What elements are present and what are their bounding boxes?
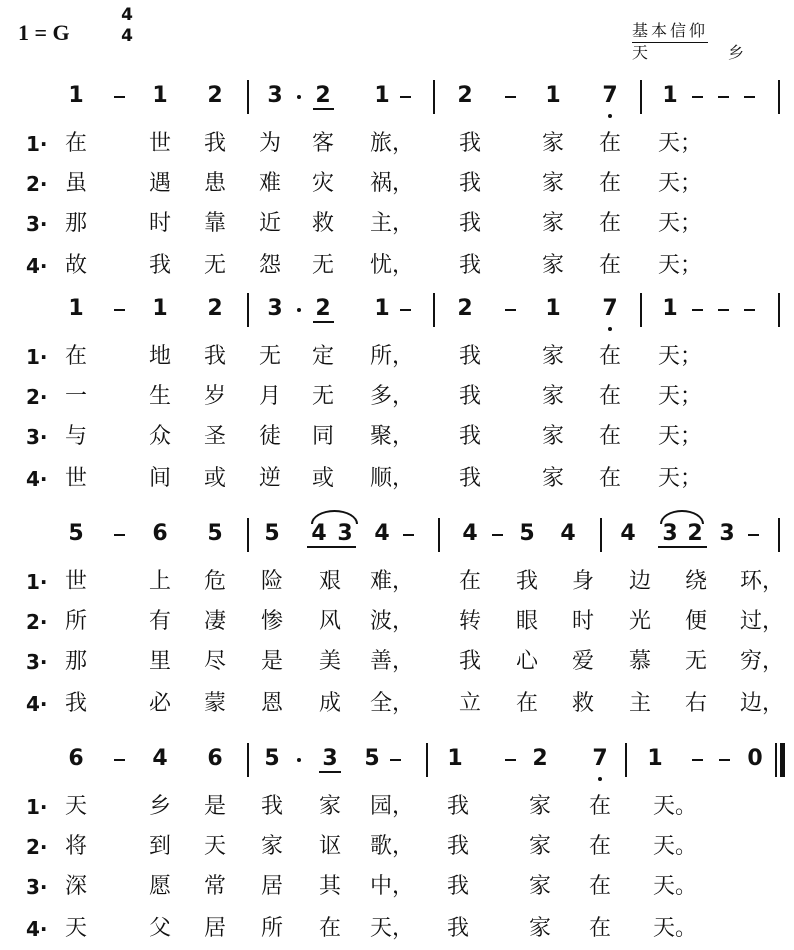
lyric-char: 所， <box>370 344 415 369</box>
lyric-char: 天。 <box>653 874 698 899</box>
lyric-char: 立 <box>458 691 481 716</box>
lyric-char: 无 <box>684 649 707 674</box>
lyric-char: 时 <box>571 609 594 634</box>
note-extension-dash <box>692 96 703 98</box>
jianpu-note: 5 <box>264 521 280 546</box>
lyric-char: 在 <box>318 916 341 941</box>
lyric-char: 逆 <box>258 466 281 491</box>
jianpu-note: 2 <box>457 296 473 321</box>
lyric-char: 家 <box>541 424 564 449</box>
lyric-char: 聚， <box>370 424 415 449</box>
jianpu-note: 4 <box>620 521 636 546</box>
note-extension-dash <box>492 534 503 536</box>
lyric-char: 边 <box>628 569 651 594</box>
lyric-char: 中， <box>370 874 415 899</box>
lyric-char: 众 <box>148 424 171 449</box>
lyric-char: 虽 <box>64 171 87 196</box>
verse-number: 1· <box>26 570 48 594</box>
lyric-char: 家 <box>528 916 551 941</box>
lyric-char: 天； <box>658 171 703 196</box>
jianpu-note: 3 <box>337 521 353 546</box>
verse-number: 3· <box>26 650 48 674</box>
note-extension-dash <box>718 96 729 98</box>
lyric-char: 天。 <box>653 794 698 819</box>
lyric-char: 绕 <box>684 569 707 594</box>
jianpu-note: 4 <box>311 521 327 546</box>
lyric-char: 怨 <box>258 253 281 278</box>
lyric-char: 慕 <box>628 649 651 674</box>
jianpu-note: 1 <box>662 296 678 321</box>
lyric-char: 遇 <box>148 171 171 196</box>
lyric-char: 险 <box>260 569 283 594</box>
low-octave-dot <box>608 114 612 118</box>
lyric-char: 救 <box>571 691 594 716</box>
lyric-char: 我 <box>515 569 538 594</box>
jianpu-note: 7 <box>592 746 608 771</box>
verse-number: 3· <box>26 875 48 899</box>
bar-line <box>625 743 627 777</box>
final-bar-line-thick <box>780 743 785 777</box>
jianpu-note: 5 <box>264 746 280 771</box>
eighth-note-underline <box>658 546 707 548</box>
lyric-char: 天。 <box>653 834 698 859</box>
verse-number: 2· <box>26 385 48 409</box>
verse-number: 2· <box>26 610 48 634</box>
jianpu-note: 5 <box>207 521 223 546</box>
lyric-char: 恩 <box>260 691 283 716</box>
lyric-char: 在 <box>598 131 621 156</box>
lyric-char: 里 <box>148 649 171 674</box>
lyric-char: 便 <box>684 609 707 634</box>
jianpu-note: 5 <box>68 521 84 546</box>
lyric-char: 天， <box>370 916 415 941</box>
lyric-char: 身 <box>571 569 594 594</box>
lyric-char: 心 <box>515 649 538 674</box>
lyric-char: 到 <box>148 834 171 859</box>
jianpu-note: 5 <box>364 746 380 771</box>
lyric-char: 在 <box>588 794 611 819</box>
note-extension-dash <box>390 759 401 761</box>
lyric-char: 家 <box>260 834 283 859</box>
verse-number: 2· <box>26 835 48 859</box>
time-signature-bottom: 4 <box>121 26 133 46</box>
jianpu-note: 1 <box>152 83 168 108</box>
lyric-char: 过， <box>740 609 785 634</box>
jianpu-note: 4 <box>374 521 390 546</box>
lyric-char: 歌， <box>370 834 415 859</box>
low-octave-dot <box>598 777 602 781</box>
lyric-char: 天 <box>64 916 87 941</box>
lyric-char: 在 <box>598 344 621 369</box>
lyric-char: 居 <box>260 874 283 899</box>
note-extension-dash <box>692 759 703 761</box>
lyric-char: 我 <box>203 131 226 156</box>
low-octave-dot <box>608 327 612 331</box>
note-extension-dash <box>114 759 125 761</box>
lyric-char: 在 <box>515 691 538 716</box>
lyric-char: 天； <box>658 253 703 278</box>
augmentation-dot <box>297 758 301 762</box>
lyric-char: 主， <box>370 211 415 236</box>
jianpu-note: 6 <box>207 746 223 771</box>
tune-name-char-2: 乡 <box>728 43 745 62</box>
lyric-char: 善， <box>370 649 415 674</box>
lyric-char: 我 <box>458 466 481 491</box>
lyric-char: 蒙 <box>203 691 226 716</box>
verse-number: 1· <box>26 795 48 819</box>
lyric-char: 无 <box>203 253 226 278</box>
lyric-char: 难 <box>258 171 281 196</box>
lyric-char: 我 <box>458 384 481 409</box>
slur-tie <box>660 510 704 524</box>
jianpu-note: 1 <box>662 83 678 108</box>
note-extension-dash <box>744 309 755 311</box>
note-extension-dash <box>505 309 516 311</box>
note-extension-dash <box>114 309 125 311</box>
lyric-char: 间 <box>148 466 171 491</box>
lyric-char: 救 <box>311 211 334 236</box>
eighth-note-underline <box>307 546 356 548</box>
lyric-char: 在 <box>458 569 481 594</box>
lyric-char: 天 <box>203 834 226 859</box>
jianpu-note: 1 <box>545 83 561 108</box>
lyric-char: 无 <box>311 253 334 278</box>
lyric-char: 愿 <box>148 874 171 899</box>
bar-line <box>426 743 428 777</box>
lyric-char: 其 <box>318 874 341 899</box>
lyric-char: 眼 <box>515 609 538 634</box>
bar-line <box>778 518 780 552</box>
jianpu-note: 4 <box>560 521 576 546</box>
lyric-char: 我 <box>458 171 481 196</box>
jianpu-note: 2 <box>207 296 223 321</box>
jianpu-note: 2 <box>457 83 473 108</box>
lyric-char: 家 <box>541 466 564 491</box>
jianpu-note: 7 <box>602 83 618 108</box>
verse-number: 4· <box>26 254 48 278</box>
lyric-char: 时 <box>148 211 171 236</box>
lyric-char: 天； <box>658 211 703 236</box>
note-extension-dash <box>692 309 703 311</box>
lyric-char: 灾 <box>311 171 334 196</box>
jianpu-note: 2 <box>207 83 223 108</box>
lyric-char: 在 <box>64 131 87 156</box>
lyric-char: 靠 <box>203 211 226 236</box>
lyric-char: 我 <box>446 916 469 941</box>
augmentation-dot <box>297 308 301 312</box>
jianpu-note: 6 <box>68 746 84 771</box>
lyric-char: 家 <box>541 131 564 156</box>
lyric-char: 难， <box>370 569 415 594</box>
lyric-char: 爱 <box>571 649 594 674</box>
jianpu-note: 1 <box>374 83 390 108</box>
bar-line <box>778 80 780 114</box>
lyric-char: 我 <box>446 834 469 859</box>
jianpu-note: 3 <box>719 521 735 546</box>
verse-number: 4· <box>26 692 48 716</box>
lyric-char: 岁 <box>203 384 226 409</box>
lyric-char: 右 <box>684 691 707 716</box>
lyric-char: 地 <box>148 344 171 369</box>
lyric-char: 所 <box>260 916 283 941</box>
note-extension-dash <box>744 96 755 98</box>
lyric-char: 无 <box>311 384 334 409</box>
hymn-category: 基本信仰 <box>632 18 708 43</box>
lyric-char: 我 <box>203 344 226 369</box>
lyric-char: 乡 <box>148 794 171 819</box>
lyric-char: 天。 <box>653 916 698 941</box>
lyric-char: 我 <box>458 211 481 236</box>
lyric-char: 在 <box>598 466 621 491</box>
jianpu-note: 6 <box>152 521 168 546</box>
lyric-char: 是 <box>203 794 226 819</box>
jianpu-note: 3 <box>662 521 678 546</box>
lyric-char: 多， <box>370 384 415 409</box>
note-extension-dash <box>718 309 729 311</box>
lyric-char: 必 <box>148 691 171 716</box>
note-extension-dash <box>114 96 125 98</box>
bar-line <box>247 518 249 552</box>
lyric-char: 成 <box>318 691 341 716</box>
bar-line <box>247 80 249 114</box>
lyric-char: 光 <box>628 609 651 634</box>
augmentation-dot <box>297 95 301 99</box>
lyric-char: 在 <box>598 211 621 236</box>
lyric-char: 世 <box>64 466 87 491</box>
lyric-char: 旅， <box>370 131 415 156</box>
lyric-char: 世 <box>148 131 171 156</box>
note-extension-dash <box>400 96 411 98</box>
lyric-char: 我 <box>458 131 481 156</box>
jianpu-note: 3 <box>322 746 338 771</box>
lyric-char: 我 <box>458 253 481 278</box>
bar-line <box>247 293 249 327</box>
lyric-char: 惨 <box>260 609 283 634</box>
note-extension-dash <box>505 96 516 98</box>
verse-number: 4· <box>26 917 48 941</box>
lyric-char: 天； <box>658 384 703 409</box>
jianpu-note: 3 <box>267 83 283 108</box>
lyric-char: 在 <box>588 834 611 859</box>
lyric-char: 无 <box>258 344 281 369</box>
lyric-char: 定 <box>311 344 334 369</box>
jianpu-note: 2 <box>315 296 331 321</box>
jianpu-note: 1 <box>68 83 84 108</box>
lyric-char: 园， <box>370 794 415 819</box>
lyric-char: 边， <box>740 691 785 716</box>
final-bar-line-thin <box>775 743 777 777</box>
lyric-char: 艰 <box>318 569 341 594</box>
lyric-char: 主 <box>628 691 651 716</box>
lyric-char: 家 <box>528 794 551 819</box>
jianpu-note: 1 <box>545 296 561 321</box>
bar-line <box>640 293 642 327</box>
jianpu-note: 1 <box>374 296 390 321</box>
bar-line <box>247 743 249 777</box>
note-extension-dash <box>719 759 730 761</box>
verse-number: 1· <box>26 345 48 369</box>
lyric-char: 在 <box>64 344 87 369</box>
note-extension-dash <box>505 759 516 761</box>
lyric-char: 所 <box>64 609 87 634</box>
lyric-char: 家 <box>541 253 564 278</box>
lyric-char: 美 <box>318 649 341 674</box>
lyric-char: 我 <box>458 344 481 369</box>
lyric-char: 患 <box>203 171 226 196</box>
note-extension-dash <box>400 309 411 311</box>
verse-number: 3· <box>26 212 48 236</box>
lyric-char: 将 <box>64 834 87 859</box>
jianpu-note: 4 <box>462 521 478 546</box>
lyric-char: 那 <box>64 211 87 236</box>
lyric-char: 尽 <box>203 649 226 674</box>
tune-name-char-1: 天 <box>632 43 649 62</box>
jianpu-note: 7 <box>602 296 618 321</box>
lyric-char: 在 <box>598 171 621 196</box>
lyric-char: 是 <box>260 649 283 674</box>
lyric-char: 忧， <box>370 253 415 278</box>
lyric-char: 天； <box>658 466 703 491</box>
lyric-char: 圣 <box>203 424 226 449</box>
lyric-char: 家 <box>541 171 564 196</box>
lyric-char: 或 <box>311 466 334 491</box>
verse-number: 4· <box>26 467 48 491</box>
lyric-char: 家 <box>541 344 564 369</box>
bar-line <box>600 518 602 552</box>
jianpu-note: 4 <box>152 746 168 771</box>
jianpu-note: 2 <box>532 746 548 771</box>
lyric-char: 深 <box>64 874 87 899</box>
bar-line <box>433 293 435 327</box>
lyric-char: 波， <box>370 609 415 634</box>
bar-line <box>640 80 642 114</box>
lyric-char: 家 <box>528 834 551 859</box>
lyric-char: 父 <box>148 916 171 941</box>
jianpu-note: 1 <box>447 746 463 771</box>
lyric-char: 在 <box>588 874 611 899</box>
key-signature: 1 = G <box>18 20 70 45</box>
bar-line <box>778 293 780 327</box>
lyric-char: 我 <box>148 253 171 278</box>
lyric-char: 我 <box>260 794 283 819</box>
lyric-char: 祸， <box>370 171 415 196</box>
lyric-char: 顺， <box>370 466 415 491</box>
jianpu-note: 0 <box>747 746 763 771</box>
jianpu-note: 1 <box>68 296 84 321</box>
lyric-char: 凄 <box>203 609 226 634</box>
lyric-char: 世 <box>64 569 87 594</box>
verse-number: 2· <box>26 172 48 196</box>
lyric-char: 风 <box>318 609 341 634</box>
lyric-char: 危 <box>203 569 226 594</box>
slur-tie <box>311 510 358 524</box>
lyric-char: 在 <box>598 424 621 449</box>
lyric-char: 那 <box>64 649 87 674</box>
jianpu-note: 1 <box>647 746 663 771</box>
lyric-char: 居 <box>203 916 226 941</box>
lyric-char: 天 <box>64 794 87 819</box>
lyric-char: 天； <box>658 131 703 156</box>
note-extension-dash <box>403 534 414 536</box>
lyric-char: 生 <box>148 384 171 409</box>
lyric-char: 穷， <box>740 649 785 674</box>
note-extension-dash <box>114 534 125 536</box>
jianpu-note: 2 <box>315 83 331 108</box>
lyric-char: 家 <box>541 384 564 409</box>
lyric-char: 月 <box>258 384 281 409</box>
lyric-char: 徒 <box>258 424 281 449</box>
lyric-char: 在 <box>588 916 611 941</box>
verse-number: 1· <box>26 132 48 156</box>
lyric-char: 一 <box>64 384 87 409</box>
lyric-char: 天； <box>658 424 703 449</box>
jianpu-note: 2 <box>687 521 703 546</box>
eighth-note-underline <box>313 321 334 323</box>
lyric-char: 客 <box>311 131 334 156</box>
lyric-char: 家 <box>318 794 341 819</box>
eighth-note-underline <box>313 108 334 110</box>
lyric-char: 天； <box>658 344 703 369</box>
jianpu-note: 5 <box>519 521 535 546</box>
lyric-char: 为 <box>258 131 281 156</box>
lyric-char: 环， <box>740 569 785 594</box>
lyric-char: 我 <box>64 691 87 716</box>
lyric-char: 上 <box>148 569 171 594</box>
jianpu-note: 3 <box>267 296 283 321</box>
verse-number: 3· <box>26 425 48 449</box>
time-signature-top: 4 <box>121 5 133 25</box>
bar-line <box>438 518 440 552</box>
lyric-char: 我 <box>458 424 481 449</box>
lyric-char: 全， <box>370 691 415 716</box>
lyric-char: 讴 <box>318 834 341 859</box>
lyric-char: 家 <box>528 874 551 899</box>
jianpu-note: 1 <box>152 296 168 321</box>
lyric-char: 转 <box>458 609 481 634</box>
lyric-char: 在 <box>598 384 621 409</box>
lyric-char: 家 <box>541 211 564 236</box>
note-extension-dash <box>748 534 759 536</box>
bar-line <box>433 80 435 114</box>
lyric-char: 与 <box>64 424 87 449</box>
lyric-char: 常 <box>203 874 226 899</box>
lyric-char: 我 <box>446 874 469 899</box>
lyric-char: 在 <box>598 253 621 278</box>
lyric-char: 我 <box>458 649 481 674</box>
lyric-char: 故 <box>64 253 87 278</box>
lyric-char: 同 <box>311 424 334 449</box>
lyric-char: 近 <box>258 211 281 236</box>
lyric-char: 或 <box>203 466 226 491</box>
lyric-char: 有 <box>148 609 171 634</box>
eighth-note-underline <box>319 771 341 773</box>
lyric-char: 我 <box>446 794 469 819</box>
